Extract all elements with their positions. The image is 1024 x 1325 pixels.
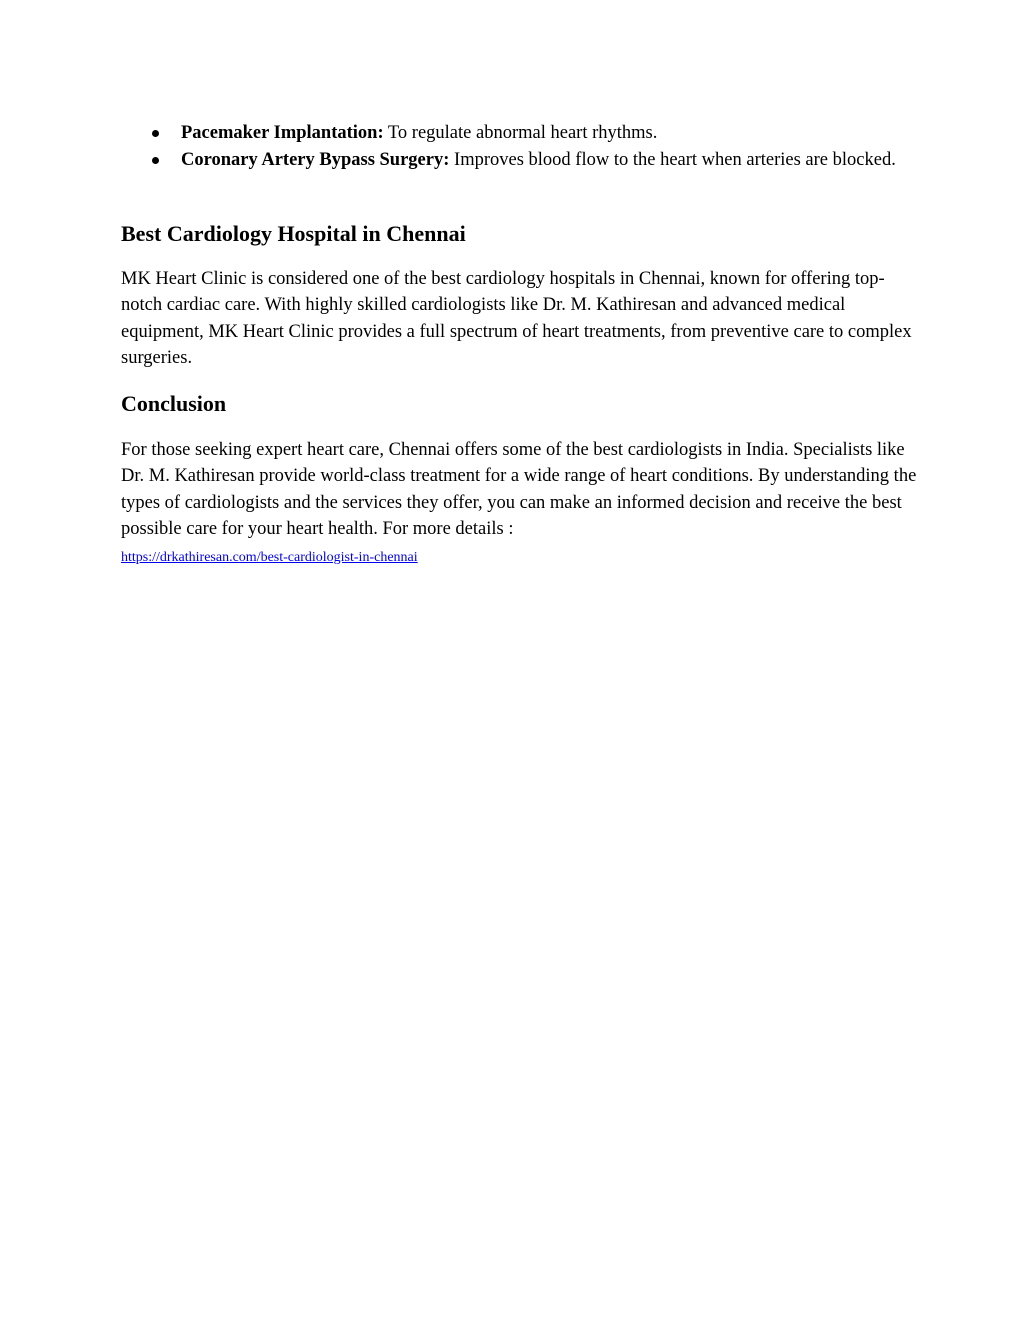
list-item xyxy=(148,147,908,174)
hospital-heading: Best Cardiology Hospital in Chennai xyxy=(121,221,466,246)
conclusion-text: For those seeking expert heart care, Chennai offers some of the best cardiologists in India. Specialists like Dr. M. Kathiresan provide world-class treatment for a wide range of heart conditions. By understanding the types of cardiologists and the services they offer, you can make an informed decision and receive the best possible care for your heart health. For more details : xyxy=(121,440,917,540)
more-details-link[interactable]: https://drkathiresan.com/best-cardiologist-in-chennai xyxy=(121,549,418,565)
bullet-icon xyxy=(152,157,159,164)
conclusion-heading: Conclusion xyxy=(121,391,227,416)
list-item-term: Pacemaker Implantation: xyxy=(181,123,384,143)
list-item-term: Coronary Artery Bypass Surgery: xyxy=(181,150,450,170)
hospital-paragraph: MK Heart Clinic is considered one of the best cardiology hospitals in Chennai, known for offering top-notch cardiac care. With highly skilled cardiologists like Dr. M. Kathiresan and advanced medical equipment, MK Heart Clinic provides a full spectrum of heart treatments, from preventive care to complex surgeries. xyxy=(121,269,912,369)
list-item-text: Improves blood flow to the heart when arteries are blocked. xyxy=(449,150,896,170)
list-item-text: To regulate abnormal heart rhythms. xyxy=(383,123,658,143)
procedure-list xyxy=(148,120,908,174)
bullet-icon xyxy=(152,130,159,137)
conclusion-paragraph xyxy=(121,437,921,569)
list-item xyxy=(148,120,908,147)
